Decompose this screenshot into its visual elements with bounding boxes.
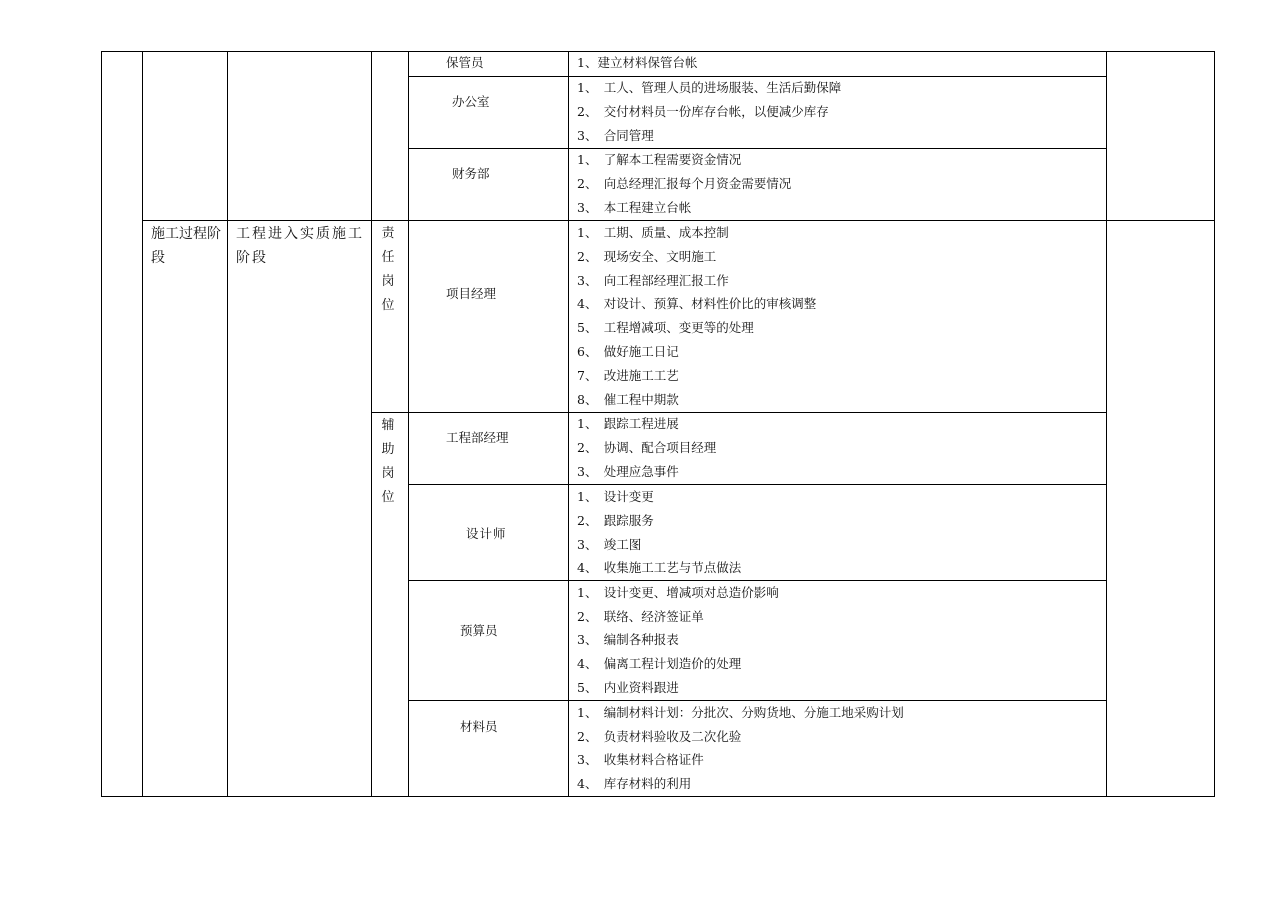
duty-item: 2、 现场安全、文明施工 — [577, 249, 717, 264]
role-material-officer: 材料员 — [460, 719, 498, 734]
duty-item: 4、 偏离工程计划造价的处理 — [577, 656, 742, 671]
duty-item: 3、 竣工图 — [577, 537, 642, 552]
table-border-right — [1214, 51, 1215, 797]
role-designer: 设计师 — [466, 526, 507, 541]
column-divider — [1106, 51, 1107, 797]
duty-item: 1、 设计变更、增减项对总造价影响 — [577, 585, 779, 600]
column-divider — [371, 51, 372, 797]
duty-item: 1、 了解本工程需要资金情况 — [577, 152, 742, 167]
duty-item: 4、 收集施工工艺与节点做法 — [577, 560, 742, 575]
duty-item: 2、 向总经理汇报每个月资金需要情况 — [577, 176, 792, 191]
column-divider — [142, 51, 143, 797]
duty-item: 2、 协调、配合项目经理 — [577, 440, 717, 455]
duty-item: 3、 本工程建立台帐 — [577, 200, 692, 215]
duty-item: 6、 做好施工日记 — [577, 344, 679, 359]
column-divider — [408, 51, 409, 797]
duty-item: 4、 库存材料的利用 — [577, 776, 692, 791]
duty-item: 3、 编制各种报表 — [577, 632, 679, 647]
role-keeper: 保管员 — [446, 55, 484, 70]
duty-item: 5、 内业资料跟进 — [577, 680, 679, 695]
duty-item: 4、 对设计、预算、材料性价比的审核调整 — [577, 296, 817, 311]
column-divider — [568, 51, 569, 797]
duty-item: 5、 工程增减项、变更等的处理 — [577, 320, 754, 335]
duty-item: 1、 跟踪工程进展 — [577, 416, 679, 431]
table-border-left — [101, 51, 102, 797]
row-divider — [408, 148, 1107, 149]
group-label-responsible: 责任岗位 — [381, 226, 395, 313]
duty-item: 1、 设计变更 — [577, 489, 654, 504]
role-office: 办公室 — [452, 94, 490, 109]
row-divider — [408, 76, 1107, 77]
duty-item: 2、 联络、经济签证单 — [577, 609, 704, 624]
row-divider — [408, 700, 1107, 701]
role-budget-officer: 预算员 — [460, 623, 498, 638]
row-divider — [408, 484, 1107, 485]
role-project-manager: 项目经理 — [446, 286, 497, 301]
duty-item: 3、 收集材料合格证件 — [577, 752, 704, 767]
column-divider — [227, 51, 228, 797]
duty-item: 8、 催工程中期款 — [577, 392, 679, 407]
role-engineering-manager: 工程部经理 — [446, 430, 509, 445]
table-border-bottom — [101, 796, 1215, 797]
row-divider — [408, 580, 1107, 581]
duty-item: 1、 编制材料计划：分批次、分购货地、分施工地采购计划 — [577, 705, 904, 720]
row-divider — [142, 220, 1215, 221]
stage-description: 工程进入实质施工阶段 — [236, 226, 364, 266]
duty-item: 2、 跟踪服务 — [577, 513, 654, 528]
duty-item: 1、 工人、管理人员的进场服装、生活后勤保障 — [577, 80, 842, 95]
duty-item: 3、 向工程部经理汇报工作 — [577, 273, 729, 288]
row-divider — [371, 412, 1107, 413]
duty-item: 3、 处理应急事件 — [577, 464, 679, 479]
duty-item: 3、 合同管理 — [577, 128, 654, 143]
group-label-auxiliary: 辅助岗位 — [381, 418, 395, 505]
duty-item: 1、 工期、质量、成本控制 — [577, 225, 729, 240]
duty-item: 2、 交付材料员一份库存台帐，以便减少库存 — [577, 104, 829, 119]
table-border-top — [101, 51, 1215, 52]
duty-item: 2、 负责材料验收及二次化验 — [577, 729, 742, 744]
stage-name: 施工过程阶段 — [151, 226, 221, 266]
role-finance: 财务部 — [452, 166, 490, 181]
duty-item: 7、 改进施工工艺 — [577, 368, 679, 383]
duty-item: 1、建立材料保管台帐 — [577, 55, 698, 70]
